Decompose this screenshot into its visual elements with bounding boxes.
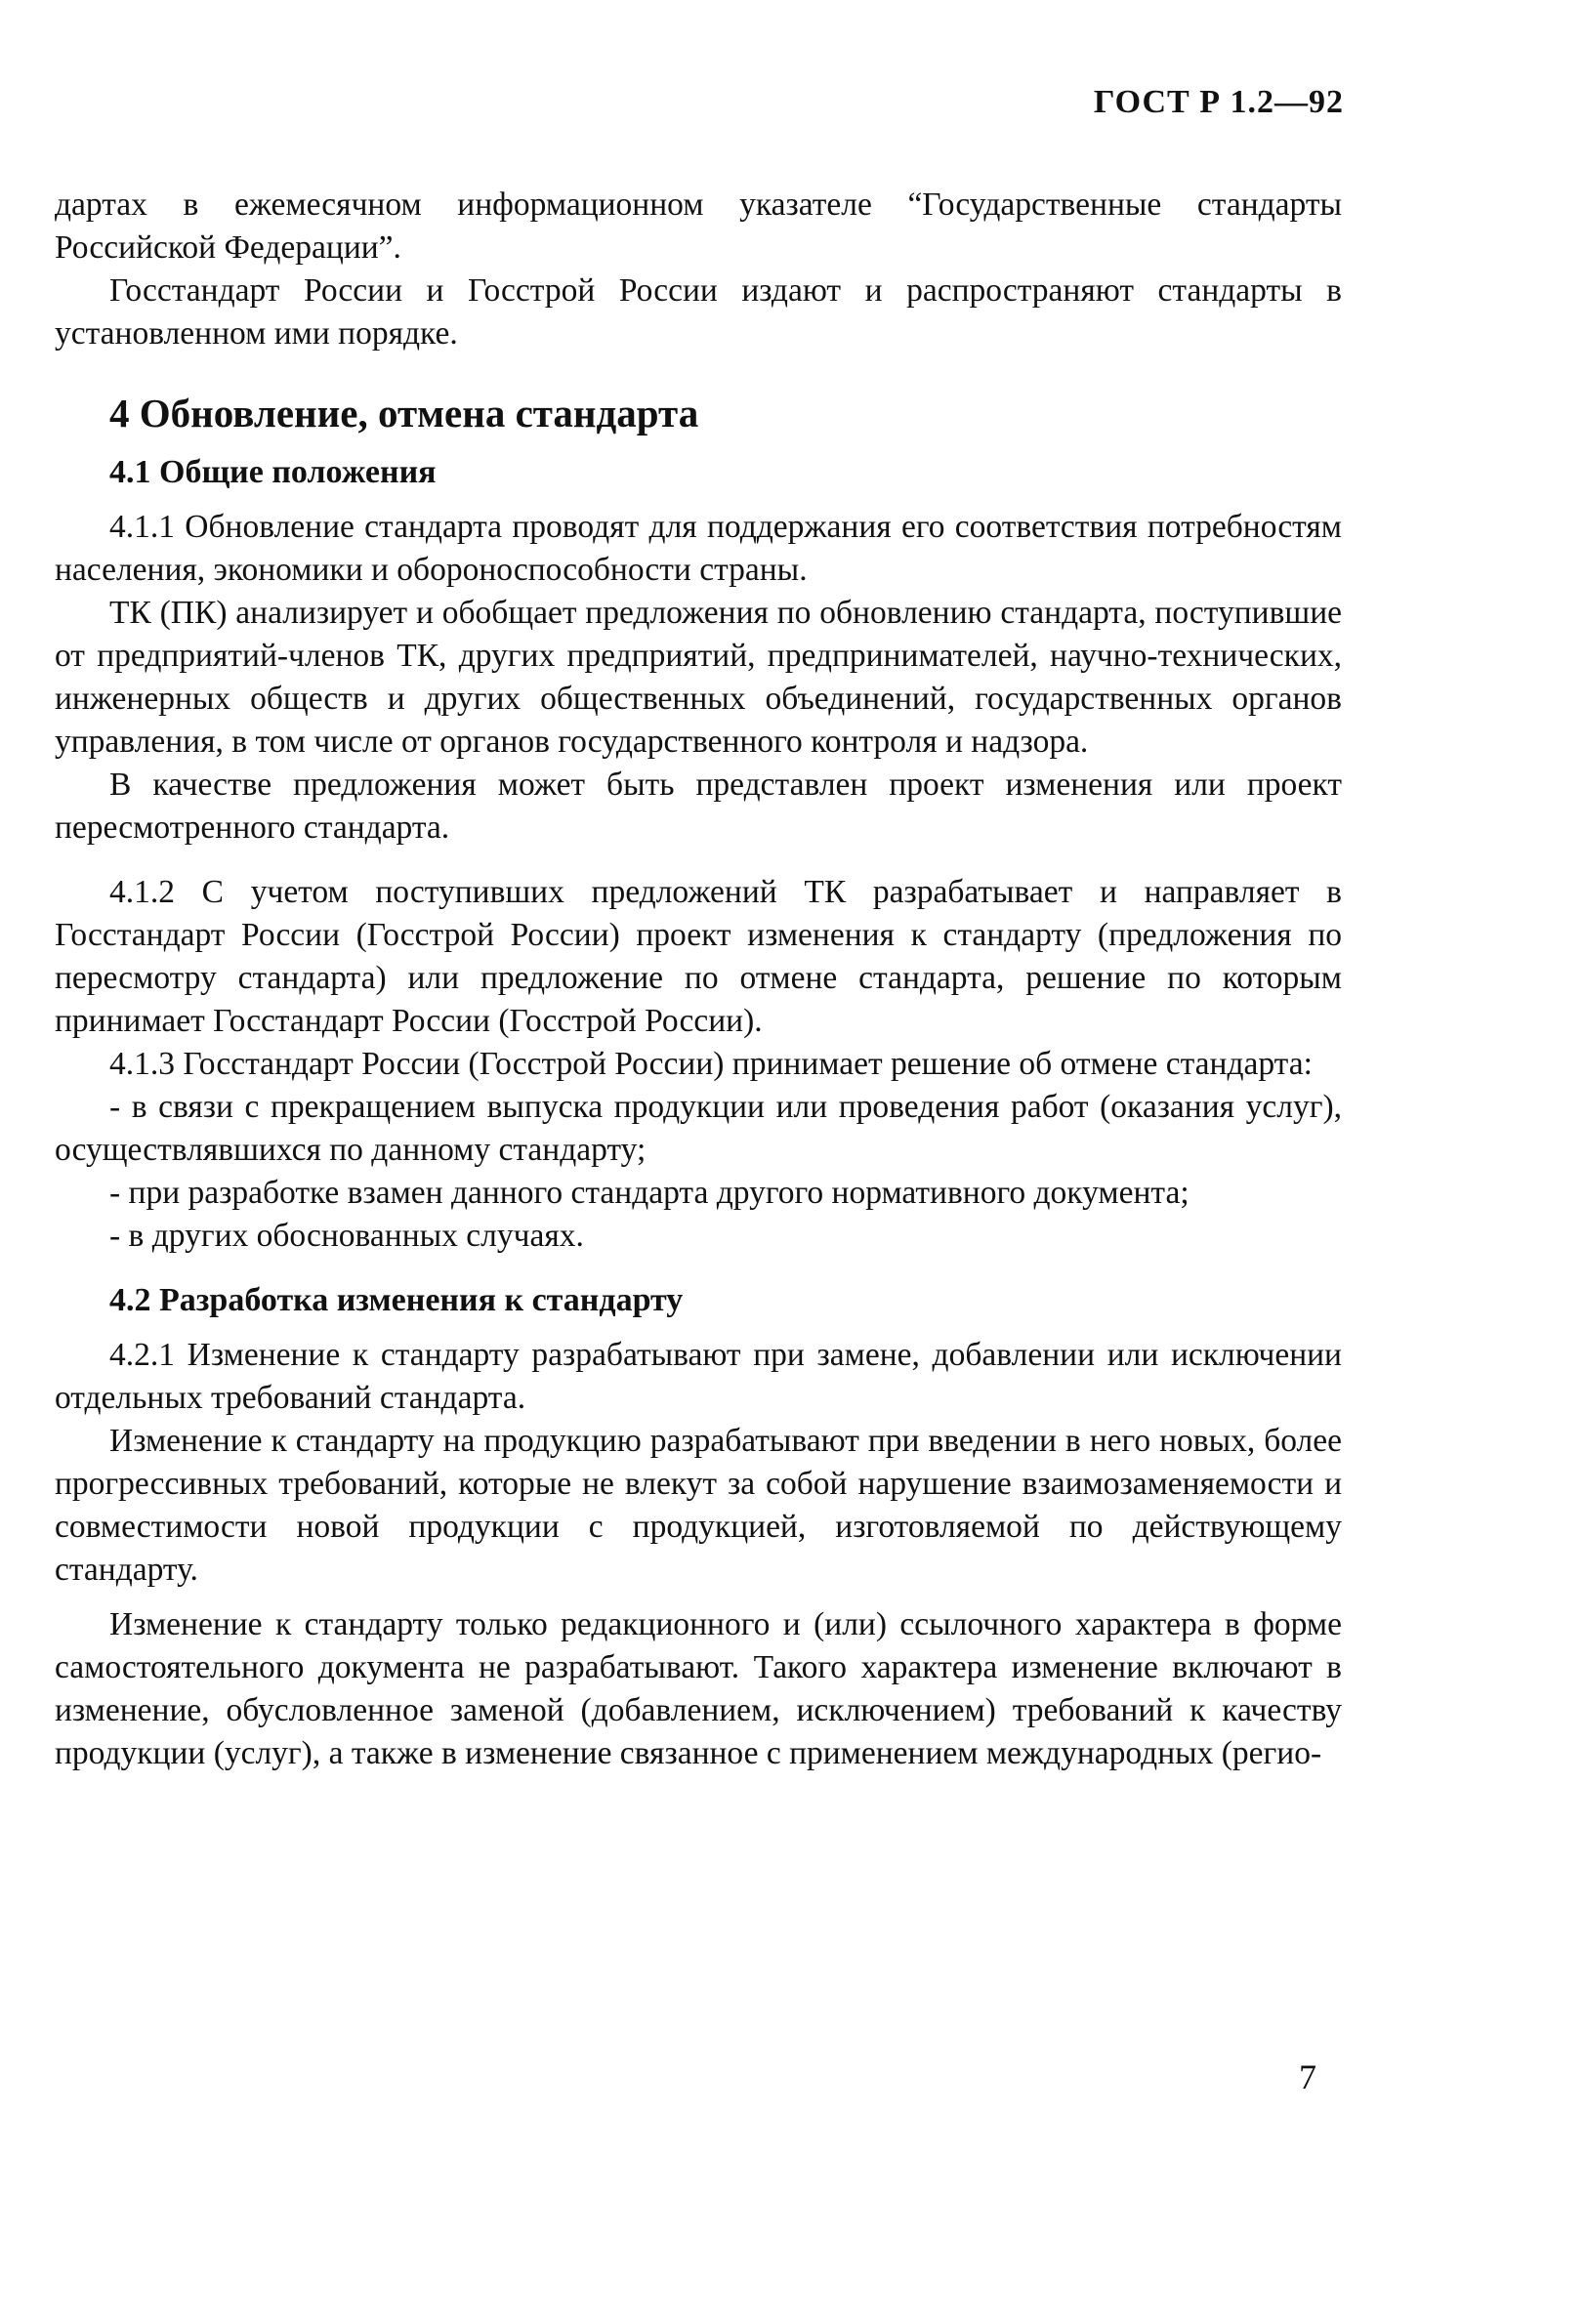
paragraph-4-2-1-product: Изменение к стандарту на продукцию разрабатывают при введении в него новых, более прогрессивных требований, которые не влекут за собой нарушение взаимозаменяемости и совместимости новой продукции с продукцией, изготовляемой по действующему стандарту. <box>55 1423 1342 1588</box>
paragraph-4-1-2: 4.1.2 С учетом поступивших предложений ТК разрабатывает и направляет в Госстандарт России (Госстрой России) проект изменения к стандарту (предложения по пересмотру стандарта) или предложение по отмене стандарта, решение по которым принимает Госстандарт России (Госстрой России). <box>55 874 1342 1039</box>
subsection-4-1-heading: 4.1 Общие положения <box>109 454 437 490</box>
paragraph-4-1-3: 4.1.3 Госстандарт России (Госстрой России) принимает решение об отмене стандарта: <box>109 1046 1313 1082</box>
document-body <box>55 184 1342 1775</box>
section-4-heading: 4 Обновление, отмена стандарта <box>109 391 699 436</box>
paragraph-4-1-1-draft: В качестве предложения может быть представлен проект изменения или проект пересмотренного стандарта. <box>55 767 1342 846</box>
paragraph-4-1-1: 4.1.1 Обновление стандарта проводят для поддержания его соответствия потребностям населения, экономики и обороноспособности страны. <box>55 509 1342 588</box>
paragraph-4-2-1-editorial: Изменение к стандарту только редакционного и (или) ссылочного характера в форме самостоятельного документа не разрабатывают. Такого характера изменение включают в изменение, обусловленное заменой (добавлением, исключением) требований к качеству продукции (услуг), а также в изменение связанное с применением международных (регио- <box>55 1606 1342 1771</box>
list-item-cancellation-3: - в других обоснованных случаях. <box>109 1218 584 1254</box>
list-item-cancellation-1: - в связи с прекращением выпуска продукции или проведения работ (оказания услуг), осуществлявшихся по данному стандарту; <box>55 1089 1342 1168</box>
paragraph-4-1-1-proposals: ТК (ПК) анализирует и обобщает предложения по обновлению стандарта, поступившие от предприятий-членов ТК, других предприятий, предпринимателей, научно-технических, инженерных обществ и других общественных объединений, государственных органов управления, в том числе от органов государственного контроля и надзора. <box>55 595 1342 760</box>
page-number: 7 <box>1299 2057 1316 2096</box>
paragraph-publication: Госстандарт России и Госстрой России издают и распространяют стандарты в установленном ими порядке. <box>55 272 1342 352</box>
paragraph-intro-continuation: дартах в ежемесячном информационном указателе “Государственные стандарты Российской Федерации”. <box>55 187 1342 266</box>
list-item-cancellation-2: - при разработке взамен данного стандарта другого нормативного документа; <box>109 1175 1190 1211</box>
paragraph-4-2-1: 4.2.1 Изменение к стандарту разрабатывают при замене, добавлении или исключении отдельных требований стандарта. <box>55 1337 1342 1416</box>
subsection-4-2-heading: 4.2 Разработка изменения к стандарту <box>109 1282 684 1318</box>
document-code-header: ГОСТ Р 1.2—92 <box>1093 84 1344 120</box>
